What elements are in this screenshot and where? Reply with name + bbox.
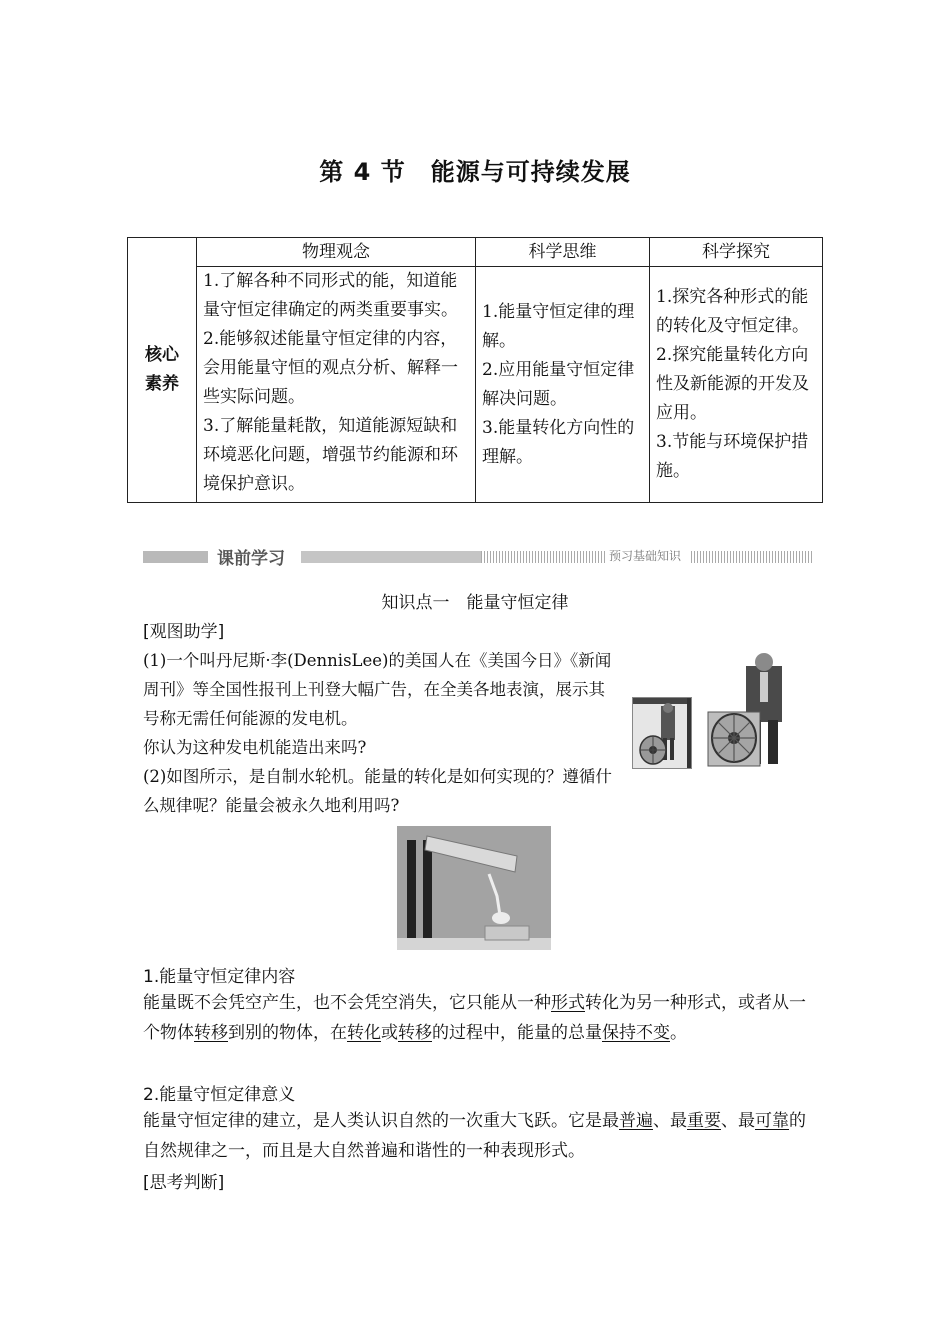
s1-u4: 转移: [398, 1023, 432, 1043]
generator-man-photo-small: [632, 697, 692, 769]
knowledge-point-heading: 知识点一 能量守恒定律: [381, 593, 569, 613]
banner-bar-mid: [301, 551, 481, 563]
s2-body: [143, 1106, 813, 1166]
thinking-item: 3.能量转化方向性的理解。: [482, 417, 635, 467]
inquiry-item: 2.探究能量转化方向性及新能源的开发及应用。: [656, 345, 809, 423]
concept-item: 1.了解各种不同形式的能，知道能量守恒定律确定的两类重要事实。: [203, 271, 458, 320]
core-literacy-label: [128, 238, 197, 503]
banner-subtitle: 预习基础知识: [609, 549, 682, 563]
water-wheel-photo: [397, 826, 551, 950]
concept-item: 3.了解能量耗散，知道能源短缺和环境恶化问题，增强节约能源和环境保护意识。: [203, 416, 458, 494]
s1-t2: 转化为另一种形式，或者从一个物体: [143, 993, 806, 1043]
s2-u1: 普遍: [619, 1111, 653, 1131]
s1-u1: 形式: [551, 993, 585, 1013]
core-literacy-table: [127, 237, 823, 503]
guide-p1b-text: 你认为这种发电机能造出来吗?: [143, 738, 367, 757]
s1-u5: 保持不变: [602, 1023, 670, 1043]
thinking-item: 2.应用能量守恒定律解决问题。: [482, 359, 635, 409]
generator-man-photo-large: [706, 652, 800, 768]
page-title: 第 4 节 能源与可持续发展: [319, 158, 631, 186]
s1-body: [143, 988, 813, 1048]
s2-u3: 可靠: [755, 1111, 789, 1131]
guide-p1-text: (1)一个叫丹尼斯·李(DennisLee)的美国人在《美国今日》《新闻周刊》等全国性报刊上刊登大幅广告，在全美各地表演，展示其号称无需任何能源的发电机。: [143, 651, 612, 728]
header-scientific-inquiry: 科学探究: [650, 238, 823, 267]
banner-title: 课前学习: [217, 549, 285, 569]
concept-item: 2.能够叙述能量守恒定律的内容，会用能量守恒的观点分析、解释一些实际问题。: [203, 329, 458, 407]
banner-stripes-right: [691, 551, 813, 563]
guide-heading: [观图助学]: [143, 622, 225, 642]
guide-p2-text: (2)如图所示，是自制水轮机。能量的转化是如何实现的？遵循什么规律呢？能量会被永久地利用吗?: [143, 767, 612, 815]
s2-u2: 重要: [687, 1111, 721, 1131]
s2-t1: 能量守恒定律的建立，是人类认识自然的一次重大飞跃。它是最: [143, 1111, 619, 1131]
guide-paragraph-1: [143, 646, 613, 820]
s1-t3: 到别的物体，在: [228, 1023, 347, 1043]
s2-heading: 2.能量守恒定律意义: [143, 1085, 296, 1105]
s1-t4: 或: [381, 1023, 398, 1043]
header-physics-concept: 物理观念: [197, 238, 476, 267]
header-scientific-thinking: 科学思维: [476, 238, 650, 267]
s2-t4: 的自然规律之一，而且是大自然普遍和谐性的一种表现形式。: [143, 1111, 806, 1161]
s2-t3: 、最: [721, 1111, 755, 1131]
scientific-thinking-cell: [476, 267, 650, 503]
thinking-item: 1.能量守恒定律的理解。: [482, 301, 635, 351]
s1-t1: 能量既不会凭空产生，也不会凭空消失，它只能从一种: [143, 993, 551, 1013]
s2-t2: 、最: [653, 1111, 687, 1131]
physics-concept-cell: [197, 267, 476, 503]
banner-stripes: [481, 551, 606, 563]
inquiry-item: 3.节能与环境保护措施。: [656, 432, 809, 481]
s1-u3: 转化: [347, 1023, 381, 1043]
inquiry-item: 1.探究各种形式的能的转化及守恒定律。: [656, 287, 809, 336]
scientific-inquiry-cell: [650, 267, 823, 503]
core-label-text: 核心素养: [145, 345, 179, 394]
s1-t6: 。: [670, 1023, 687, 1043]
s1-heading: 1.能量守恒定律内容: [143, 967, 296, 987]
banner-bar-left: [143, 551, 208, 563]
s1-u2: 转移: [194, 1023, 228, 1043]
think-heading: [思考判断]: [143, 1173, 225, 1193]
section-banner: [143, 547, 813, 569]
s1-t5: 的过程中，能量的总量: [432, 1023, 602, 1043]
